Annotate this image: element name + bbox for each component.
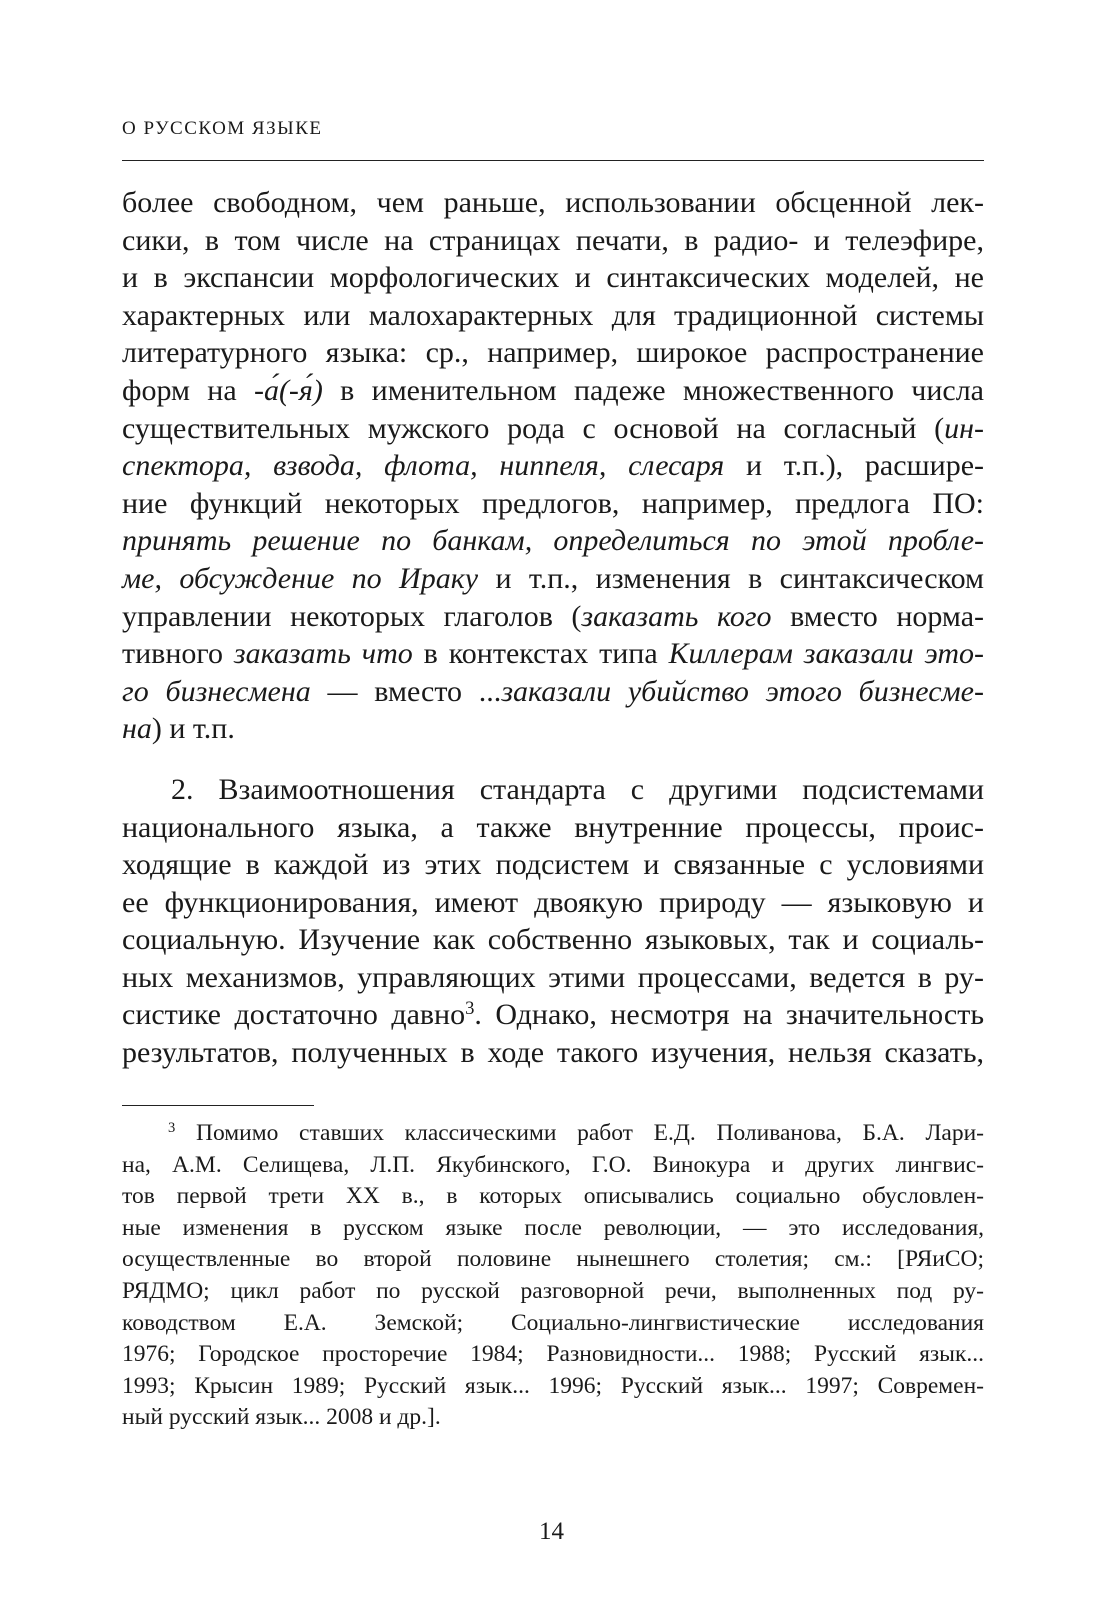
text-line: литературного языка: ср., например, широкое распространение bbox=[122, 336, 984, 370]
italic-example: Киллерам заказали это- bbox=[668, 637, 984, 671]
text-run: ) и т.п. bbox=[151, 712, 235, 746]
paragraph-gap bbox=[122, 748, 984, 771]
text-run: и т.п.), расшире- bbox=[724, 449, 985, 483]
footnote-line: на, А.М. Селищева, Л.П. Якубинского, Г.О. Винокура и других лингвис- bbox=[122, 1151, 984, 1178]
text-run: систике достаточно давно bbox=[122, 998, 466, 1032]
text-line bbox=[122, 522, 984, 560]
text-line: сики, в том числе на страницах печати, в радио- и телеэфире, bbox=[122, 223, 984, 257]
main-text bbox=[122, 184, 984, 1072]
text-line bbox=[122, 598, 984, 636]
text-line bbox=[122, 996, 984, 1034]
italic-example: ме, обсуждение по Ираку bbox=[122, 561, 479, 595]
footnote-line: тов первой трети XX в., в которых описывались социально обусловлен- bbox=[122, 1183, 984, 1210]
text-line: национального языка, а также внутренние процессы, проис- bbox=[122, 810, 984, 844]
text-line bbox=[122, 447, 984, 485]
footnote-line: ководством Е.А. Земской; Социально-лингвистические исследования bbox=[122, 1309, 984, 1336]
footnote-line: 1993; Крысин 1989; Русский язык... 1996; Русский язык... 1997; Современ- bbox=[122, 1372, 984, 1399]
footnote-marker: 3 bbox=[168, 1120, 176, 1136]
text-line: ходящие в каждой из этих подсистем и связанные с условиями bbox=[122, 848, 984, 882]
italic-example: принять решение по банкам, определиться по этой пробле- bbox=[122, 524, 984, 558]
footnote-line: ный русский язык... 2008 и др.]. bbox=[122, 1404, 441, 1431]
footnote-rule bbox=[122, 1105, 314, 1106]
page-number: 14 bbox=[539, 1518, 564, 1545]
text-run: вместо норма- bbox=[771, 599, 985, 633]
text-line bbox=[122, 560, 984, 598]
italic-example: на bbox=[122, 712, 152, 746]
text-line: результатов, полученных в ходе такого изучения, нельзя сказать, bbox=[122, 1036, 984, 1070]
text-line bbox=[122, 673, 984, 711]
text-run: — вместо ... bbox=[310, 674, 502, 708]
text-line: ние функций некоторых предлогов, например, предлога ПО: bbox=[122, 486, 984, 520]
text-line: характерных или малохарактерных для традиционной системы bbox=[122, 298, 984, 332]
text-run: тивного bbox=[122, 637, 234, 671]
italic-example: го бизнесмена bbox=[122, 674, 311, 708]
italic-example: спектора, взвода, флота, ниппеля, слесаря bbox=[122, 449, 725, 483]
footnote-line bbox=[122, 1118, 984, 1150]
text-run: форм на bbox=[122, 373, 254, 407]
text-line: 2. Взаимоотношения стандарта с другими подсистемами bbox=[171, 772, 984, 806]
footnote bbox=[122, 1118, 984, 1434]
text-run: Помимо ставших классическими работ Е.Д. Поливанова, Б.А. Лари- bbox=[175, 1120, 984, 1146]
text-run: в именительном падеже множественного числа bbox=[322, 373, 984, 407]
text-line bbox=[122, 635, 984, 673]
text-line: социальную. Изучение как собственно языковых, так и социаль- bbox=[122, 923, 984, 957]
text-line bbox=[122, 410, 984, 448]
text-line: ных механизмов, управляющих этими процессами, ведется в ру- bbox=[122, 960, 984, 994]
running-header: О РУССКОМ ЯЗЫКЕ bbox=[122, 118, 323, 139]
text-line bbox=[122, 372, 984, 410]
footnote-line: РЯДМО; цикл работ по русской разговорной речи, выполненных под ру- bbox=[122, 1277, 984, 1304]
text-run: в контекстах типа bbox=[412, 637, 669, 671]
italic-example: ин- bbox=[944, 411, 984, 445]
text-line: более свободном, чем раньше, использовании обсценной лек- bbox=[122, 186, 984, 219]
text-line bbox=[122, 710, 984, 748]
italic-example: заказали убийство этого бизнесме- bbox=[501, 674, 984, 708]
text-run: существительных мужского рода с основой на согласный ( bbox=[122, 411, 945, 445]
text-line: ее функционирования, имеют двоякую природу — языковую и bbox=[122, 885, 984, 919]
footnote-ref[interactable]: 3 bbox=[465, 998, 475, 1020]
footnote-line: 1976; Городское просторечие 1984; Разновидности... 1988; Русский язык... bbox=[122, 1341, 984, 1368]
header-rule bbox=[122, 160, 984, 161]
text-run: и т.п., изменения в синтаксическом bbox=[478, 561, 984, 595]
italic-example: -а́(-я́) bbox=[253, 373, 323, 407]
italic-example: заказать что bbox=[233, 637, 413, 671]
text-line: и в экспансии морфологических и синтаксических моделей, не bbox=[122, 261, 984, 295]
footnote-line: ные изменения в русском языке после революции, — это исследования, bbox=[122, 1214, 984, 1241]
text-run: управлении некоторых глаголов ( bbox=[122, 599, 582, 633]
text-run: . Однако, несмотря на значительность bbox=[474, 998, 984, 1032]
footnote-line: осуществленные во второй половине нынешнего столетия; см.: [РЯиСО; bbox=[122, 1246, 984, 1273]
italic-example: заказать кого bbox=[581, 599, 772, 633]
